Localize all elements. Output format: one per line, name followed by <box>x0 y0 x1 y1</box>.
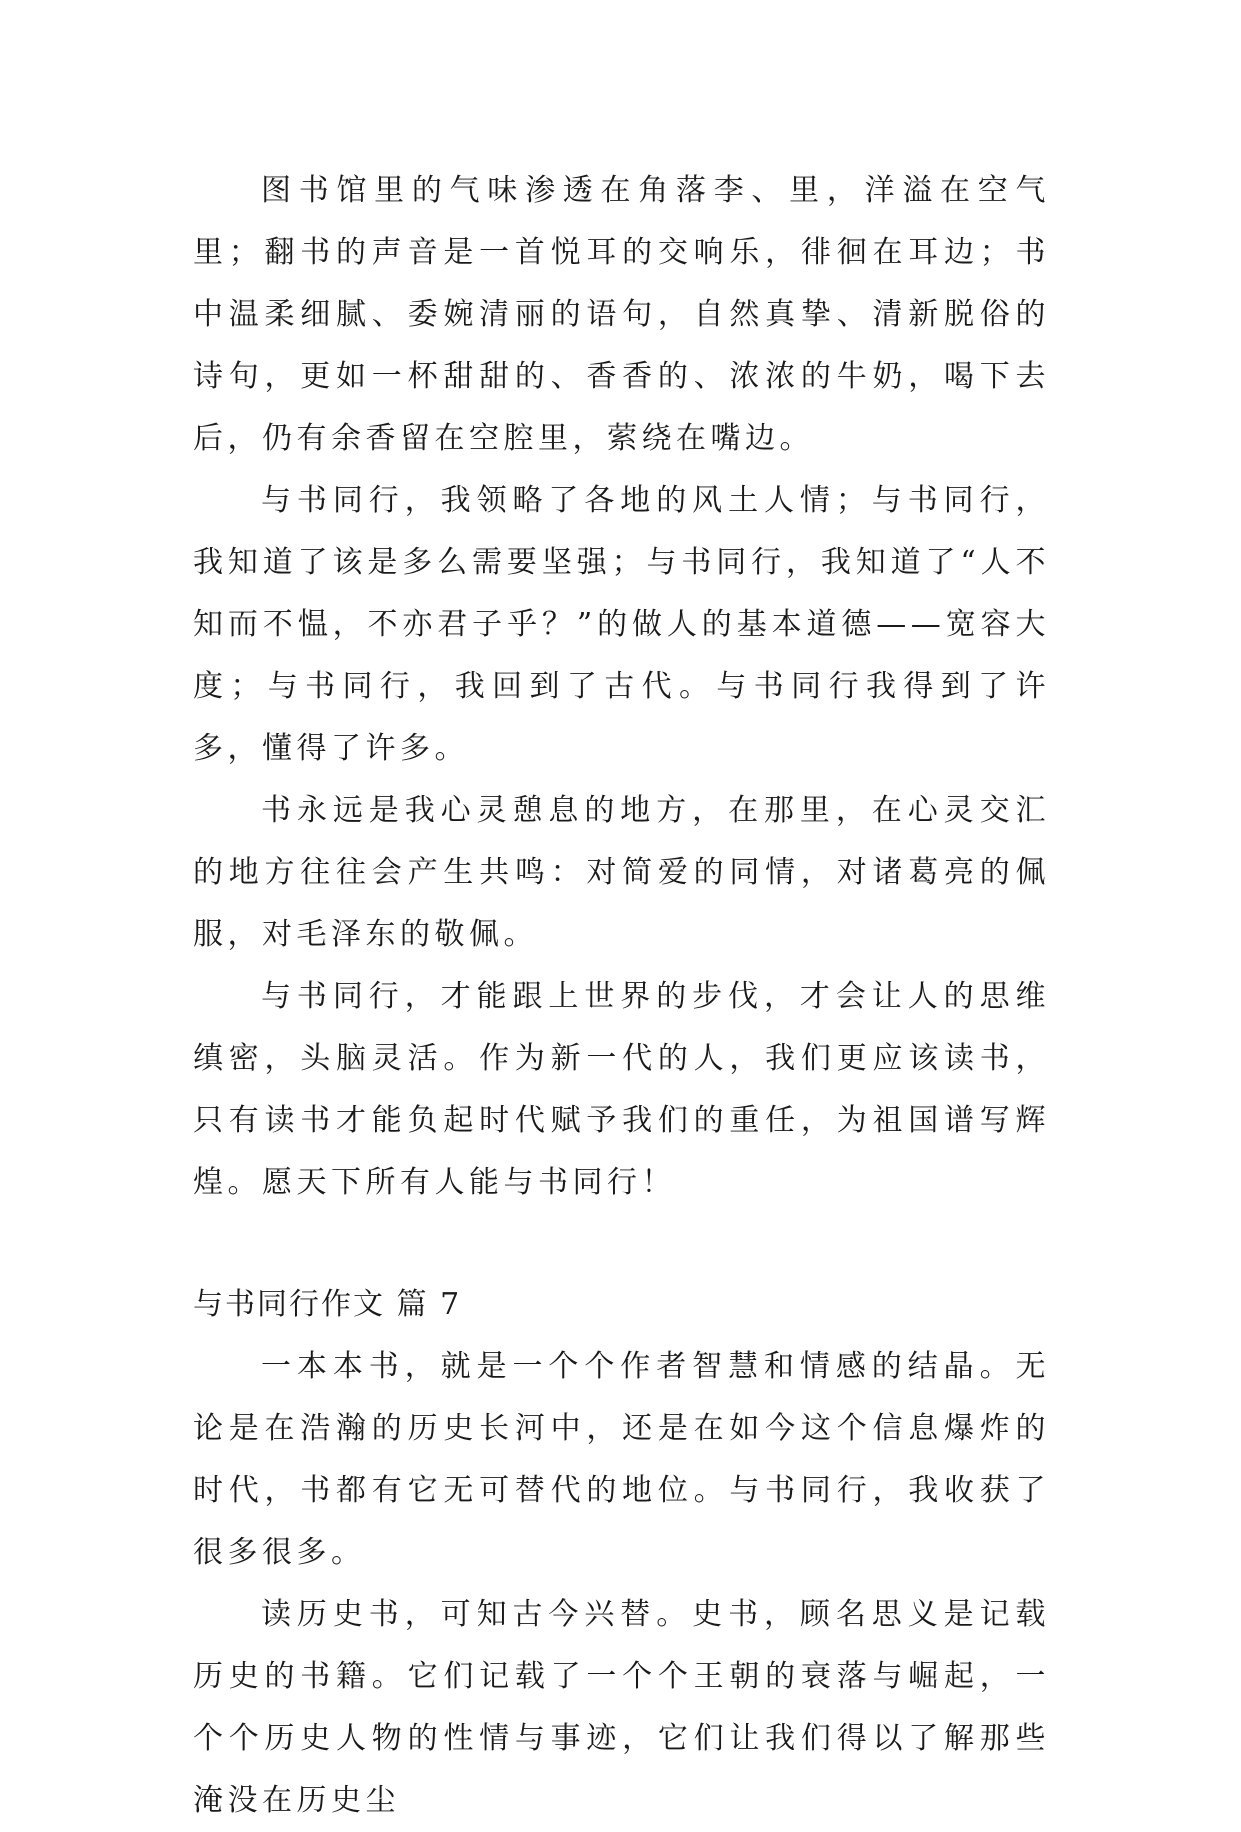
paragraph-library: 图书馆里的气味渗透在角落李、里，洋溢在空气里；翻书的声音是一首悦耳的交响乐，徘徊在耳边；书中温柔细腻、委婉清丽的语句，自然真挚、清新脱俗的诗句，更如一杯甜甜的、香香的、浓浓的牛奶，喝下去后，仍有余香留在空腔里，萦绕在嘴边。 <box>193 173 1050 456</box>
paragraph-wisdom-crystal: 一本本书，就是一个个作者智慧和情感的结晶。无论是在浩瀚的历史长河中，还是在如今这个信息爆炸的时代，书都有它无可替代的地位。与书同行，我收获了很多很多。 <box>193 1349 1050 1570</box>
paragraph-travel-with-books: 与书同行，我领略了各地的风土人情；与书同行，我知道了该是多么需要坚强；与书同行，我知道了“人不知而不愠，不亦君子乎？”的做人的基本道德——宽容大度；与书同行，我回到了古代。与书同行我得到了许多，懂得了许多。 <box>193 483 1050 766</box>
paragraph-history-books: 读历史书，可知古今兴替。史书，顾名思义是记载历史的书籍。它们记载了一个个王朝的衰落与崛起，一个个历史人物的性情与事迹，它们让我们得以了解那些淹没在历史尘 <box>193 1597 1050 1818</box>
paragraph-conclusion: 与书同行，才能跟上世界的步伐，才会让人的思维缜密，头脑灵活。作为新一代的人，我们更应该读书，只有读书才能负起时代赋予我们的重任，为祖国谱写辉煌。愿天下所有人能与书同行！ <box>193 979 1050 1200</box>
document-body <box>193 160 1050 1832</box>
paragraph-spiritual-home: 书永远是我心灵憩息的地方，在那里，在心灵交汇的地方往往会产生共鸣：对简爱的同情，对诸葛亮的佩服，对毛泽东的敬佩。 <box>193 793 1050 952</box>
section-title: 与书同行作文 篇 7 <box>193 1287 462 1322</box>
